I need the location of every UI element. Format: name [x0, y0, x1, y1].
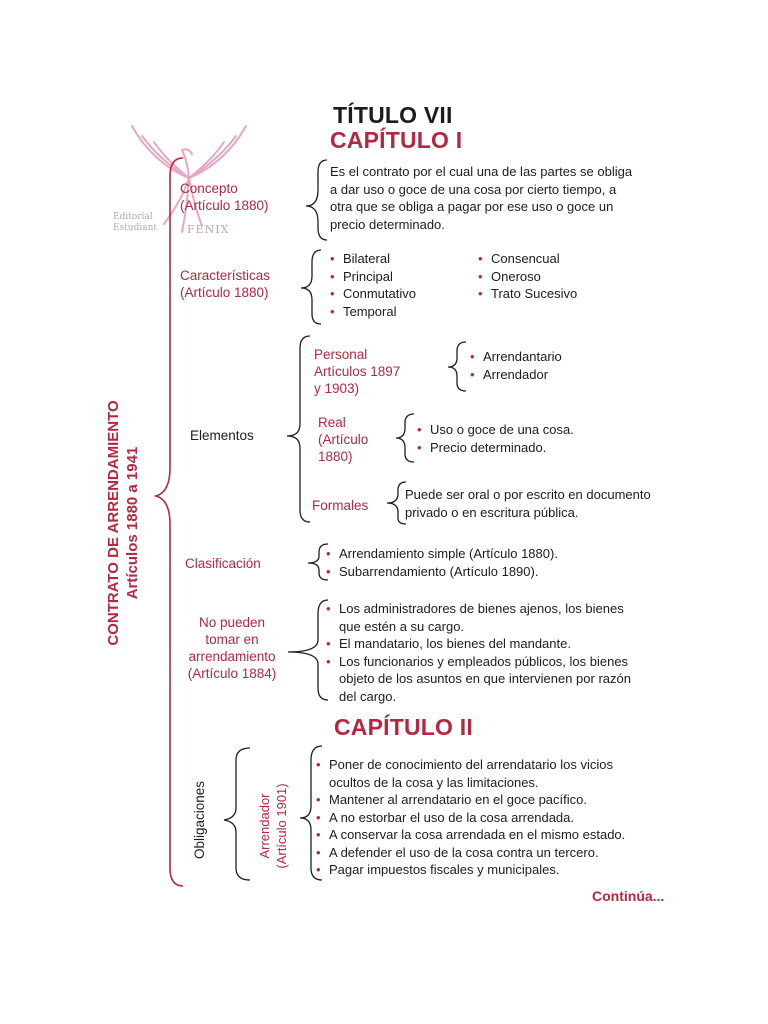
- list-item: • Precio determinado.: [417, 439, 574, 457]
- list-item: • Pagar impuestos fiscales y municipales.: [316, 861, 625, 879]
- chapter-1-heading: CAPÍTULO I: [330, 127, 463, 153]
- formales-label: Formales: [312, 498, 369, 513]
- formales-text: Puede ser oral o por escrito en documento privado o en escritura pública.: [405, 487, 651, 520]
- obligaciones-list: [316, 756, 625, 879]
- list-item: • Arrendamiento simple (Artículo 1880).: [326, 545, 558, 563]
- real-list: [417, 421, 574, 456]
- caracteristicas-list-1: [330, 250, 416, 320]
- continua-label: Continúa...: [592, 888, 665, 904]
- list-item: • Consencual: [478, 250, 577, 268]
- list-item: • Arrendantario: [470, 348, 562, 366]
- list-item: • A defender el uso de la cosa contra un tercero.: [316, 844, 625, 862]
- personal-label: Personal Artículos 1897 y 1903): [314, 347, 401, 396]
- list-item: • Uso o goce de una cosa.: [417, 421, 574, 439]
- list-item: • Conmutativo: [330, 285, 416, 303]
- list-item: • A no estorbar el uso de la cosa arrendada.: [316, 809, 625, 827]
- chapter-2-heading: CAPÍTULO II: [334, 714, 473, 740]
- list-item: • Principal: [330, 268, 416, 286]
- concepto-text: Es el contrato por el cual una de las partes se obliga a dar uso o goce de una cosa por cierto tiempo, a otra que se obliga a pagar por ese uso o goce un precio determinado.: [330, 164, 633, 232]
- list-item: • A conservar la cosa arrendada en el mismo estado.: [316, 826, 625, 844]
- list-item: • Subarrendamiento (Artículo 1890).: [326, 563, 558, 581]
- no-pueden-label: No pueden tomar en arrendamiento (Artículo 1884): [187, 615, 277, 681]
- list-item: • El mandatario, los bienes del mandante.: [326, 635, 631, 653]
- list-item: • Trato Sucesivo: [478, 285, 577, 303]
- list-item: • Temporal: [330, 303, 416, 321]
- list-item: • Los funcionarios y empleados públicos, los bienes objeto de los asuntos en que intervienen por razón del cargo.: [326, 653, 631, 706]
- logo-mark: FENIX: [187, 223, 230, 236]
- list-item: • Mantener al arrendatario en el goce pacífico.: [316, 791, 625, 809]
- list-item: • Oneroso: [478, 268, 577, 286]
- concepto-label: Concepto (Artículo 1880): [180, 181, 269, 213]
- obligaciones-label: Obligaciones: [192, 780, 207, 860]
- list-item: • Bilateral: [330, 250, 416, 268]
- arrendador-label: Arrendador (Artículo 1901): [257, 783, 289, 869]
- real-label: Real (Artículo 1880): [318, 415, 369, 464]
- spine-label: CONTRATO DE ARRENDAMIENTO Artículos 1880 a 1941: [105, 400, 141, 646]
- caracteristicas-list-2: [478, 250, 577, 303]
- list-item: • Arrendador: [470, 366, 562, 384]
- clasificacion-label: Clasificación: [185, 556, 261, 571]
- list-item: • Los administradores de bienes ajenos, los bienes que estén a su cargo.: [326, 600, 631, 635]
- list-item: • Poner de conocimiento del arrendatario los vicios ocultos de la cosa y las limitaciones.: [316, 756, 625, 791]
- personal-list: [470, 348, 562, 383]
- no-pueden-list: [326, 600, 631, 705]
- logo-text: Editorial Estudiant: [113, 212, 158, 233]
- clasificacion-list: [326, 545, 558, 580]
- elementos-label: Elementos: [190, 428, 254, 443]
- caracteristicas-label: Características (Artículo 1880): [180, 268, 271, 300]
- title-vii: TÍTULO VII: [333, 102, 453, 128]
